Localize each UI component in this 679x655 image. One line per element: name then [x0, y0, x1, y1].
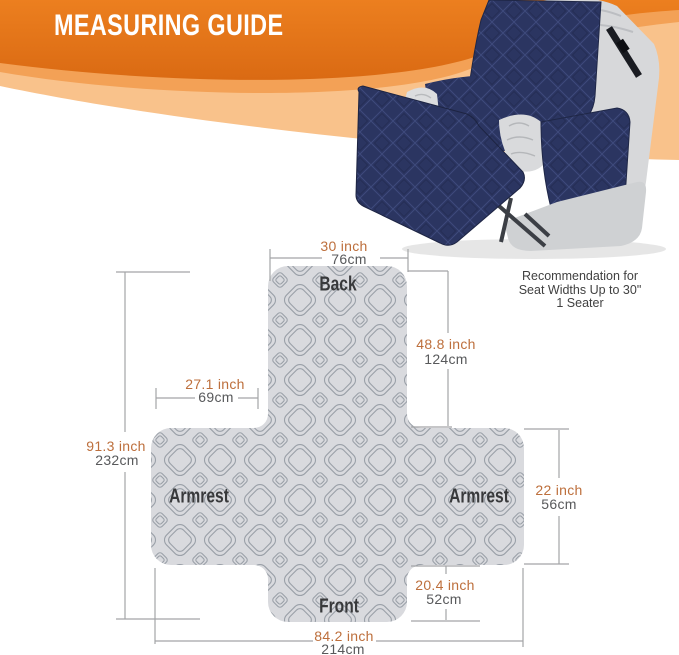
total-length-cm: 232cm — [95, 452, 139, 468]
armrest-length-inch: 27.1 inch — [185, 376, 245, 392]
label-armrest-left: Armrest — [169, 485, 229, 508]
front-height-inch: 20.4 inch — [415, 577, 475, 593]
total-width-cm: 214cm — [321, 641, 365, 655]
label-front: Front — [319, 595, 359, 618]
back-width-inch: 30 inch — [320, 238, 368, 254]
armrest-length-cm: 69cm — [198, 389, 234, 405]
recommendation-line-2: Seat Widths Up to 30" — [518, 282, 642, 297]
page-title: MEASURING GUIDE — [54, 9, 284, 42]
recommendation-line-1: Recommendation for — [521, 268, 639, 283]
recommendation-note — [519, 270, 642, 311]
label-armrest-right: Armrest — [449, 485, 509, 508]
label-back: Back — [319, 273, 357, 296]
armrest-width-cm: 56cm — [541, 496, 577, 512]
back-height-inch: 48.8 inch — [416, 336, 476, 352]
total-length-inch: 91.3 inch — [86, 438, 146, 454]
back-width-cm: 76cm — [331, 251, 367, 267]
front-height-cm: 52cm — [426, 591, 462, 607]
back-height-cm: 124cm — [424, 351, 468, 367]
recommendation-line-3: 1 Seater — [556, 295, 604, 310]
cover-cross-shape — [151, 266, 524, 622]
armrest-width-inch: 22 inch — [535, 482, 583, 498]
total-width-inch: 84.2 inch — [314, 628, 374, 644]
